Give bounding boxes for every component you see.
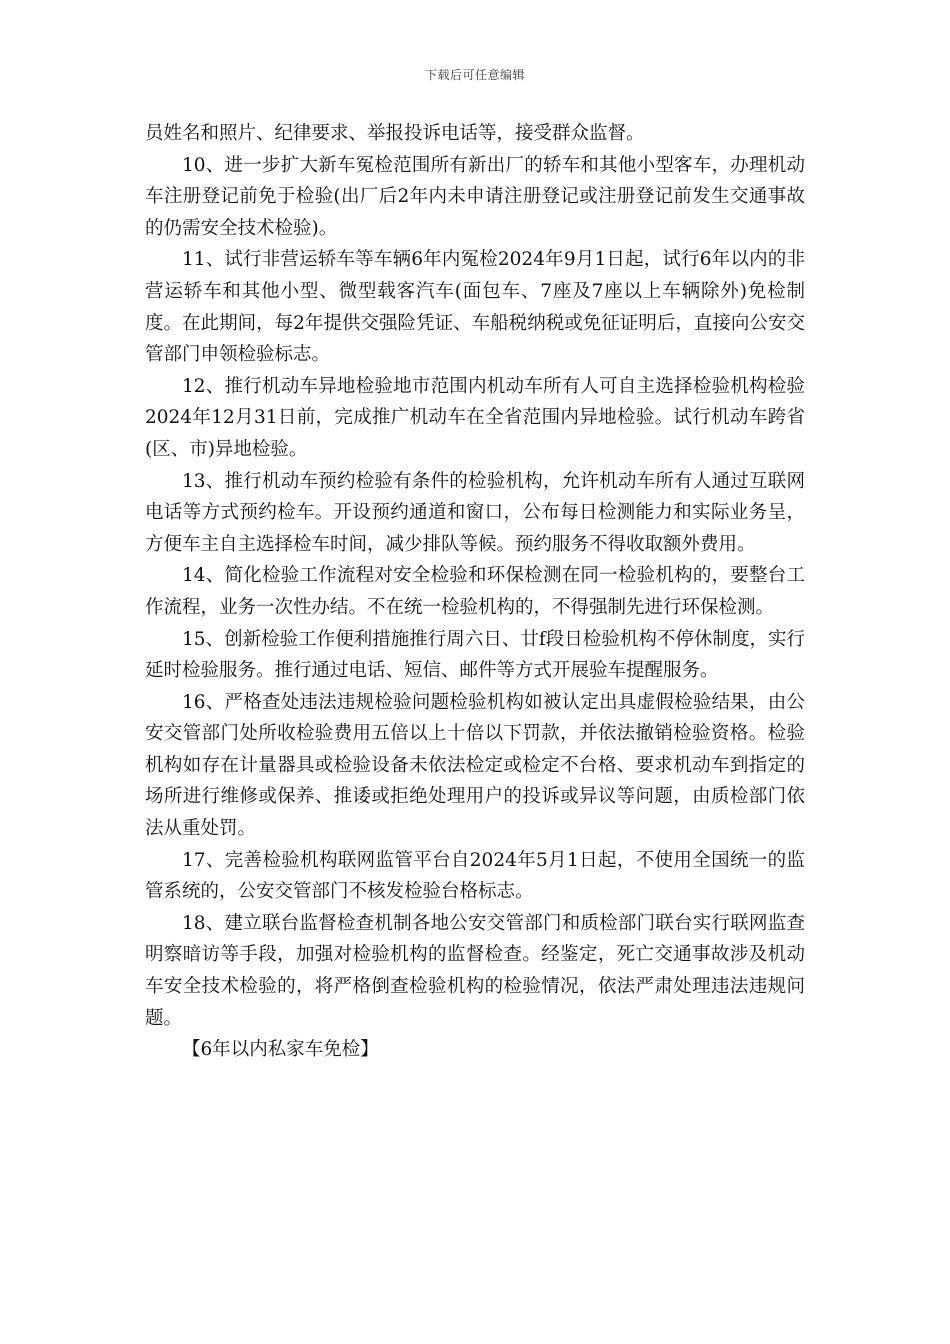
paragraph-item-18: 18、建立联台监督检查机制各地公安交管部门和质检部门联台实行联网监查明察暗访等手段，加强对检验机构的监督检查。经鉴定，死亡交通事故涉及机动车安全技术检验的，将严格倒查检验机构的检验情况，依法严肃处理违法违规问题。 bbox=[145, 912, 805, 1029]
paragraph-item-14: 14、简化检验工作流程对安全检验和环保检测在同一检验机构的，要整台工作流程，业务一次性办结。不在统一检验机构的，不得强制先进行环保检测。 bbox=[145, 565, 805, 618]
paragraph-item-15: 15、创新检验工作便利措施推行周六日、廿f段日检验机构不停休制度，实行延时检验服务。推行通过电话、短信、邮件等方式开展验车提醒服务。 bbox=[145, 628, 805, 682]
document-body bbox=[145, 118, 805, 1066]
paragraph-item-16: 16、严格查处违法违规检验问题检验机构如被认定出具虚假检验结果，由公安交管部门处所收检验费用五倍以上十倍以下罚款，并依法撤销检验资格。检验机构如存在计量器具或检验设备未依法检定或检定不台格、要求机动车到指定的场所进行维修或保养、推诿或拒绝处理用户的投诉或异议等问题，由质检部门依法从重处罚。 bbox=[145, 691, 805, 840]
paragraph-item-17: 17、完善检验机构联网监管平台自2024年5月1日起，不使用全国统一的监管系统的，公安交管部门不核发检验台格标志。 bbox=[145, 849, 805, 903]
paragraph-item-12: 12、推行机动车异地检验地市范围内机动车所有人可自主选择检验机构检验2024年12月31日前，完成推广机动车在全省范围内异地检验。试行机动车跨省(区、市)异地检验。 bbox=[145, 375, 805, 460]
section-heading: 【6年以内私家车免检】 bbox=[182, 1039, 379, 1061]
paragraph-continuation: 员姓名和照片、纪律要求、举报投诉电话等，接受群众监督。 bbox=[145, 123, 645, 144]
paragraph-item-13: 13、推行机动车预约检验有条件的检验机构，允许机动车所有人通过互联网电话等方式预约检车。开设预约通道和窗口，公布每日检测能力和实际业务呈，方便车主自主选择检车时间，减少排队等候。预约服务不得收取额外费用。 bbox=[145, 470, 805, 555]
paragraph-item-11: 11、试行非营运轿车等车辆6年内冤检2024年9月1日起，试行6年以内的非营运轿车和其他小型、微型载客汽车(面包车、7座及7座以上车辆除外)免检制度。在此期间，每2年提供交强险凭证、车船税纳税或免征证明后，直接向公安交管部门申领检验标志。 bbox=[145, 249, 805, 366]
paragraph-item-10: 10、进一步扩大新车冤检范围所有新出厂的轿车和其他小型客车，办理机动车注册登记前免于检验(出厂后2年内未申请注册登记或注册登记前发生交通事故的仍需安全技术检验)。 bbox=[145, 154, 805, 239]
page-header-note: 下载后可任意编辑 bbox=[424, 68, 525, 82]
